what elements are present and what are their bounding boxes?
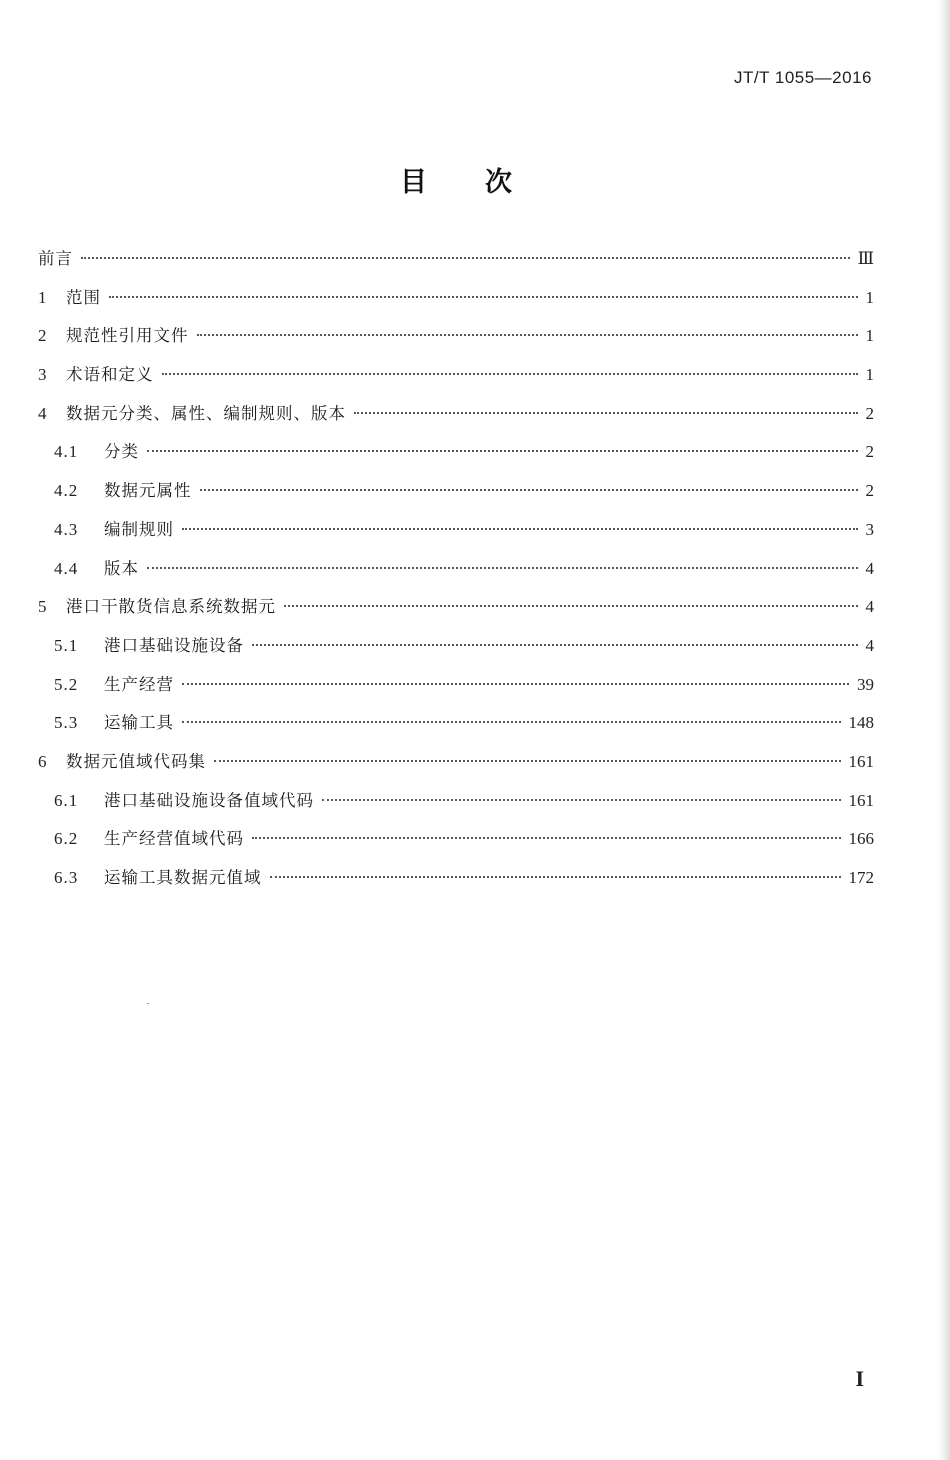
toc-page-number: 148 [848, 713, 874, 733]
scan-speck [147, 1003, 149, 1004]
toc-label: 运输工具 [104, 713, 174, 733]
toc-number: 6.3 [54, 868, 79, 887]
dot-leader [162, 373, 858, 375]
dot-leader [182, 528, 858, 530]
table-of-contents [38, 240, 874, 898]
dot-leader [252, 837, 841, 839]
dot-leader [147, 567, 858, 569]
toc-number: 6.1 [54, 790, 79, 810]
toc-entry-5-2[interactable] [38, 666, 874, 705]
toc-page-number: 172 [848, 868, 874, 887]
toc-entry-4-3[interactable] [38, 511, 874, 550]
toc-entry-6-1[interactable] [38, 782, 874, 821]
toc-number: 5.3 [54, 713, 79, 733]
standard-number: JT/T 1055—2016 [733, 68, 872, 87]
dot-leader [284, 605, 858, 607]
dot-leader [252, 644, 858, 646]
toc-page-number: 2 [865, 442, 874, 462]
toc-number: 6.2 [54, 829, 79, 849]
page-edge-shadow [938, 0, 950, 1460]
toc-number: 3 [38, 365, 47, 385]
toc-label: 运输工具数据元值域 [104, 868, 262, 887]
toc-label: 数据元值域代码集 [66, 751, 206, 771]
toc-page-number: 2 [865, 481, 874, 501]
toc-label: 范围 [66, 287, 101, 307]
toc-page-number: 161 [848, 790, 874, 810]
toc-page-number: 4 [865, 597, 874, 617]
toc-page-number: 39 [857, 674, 874, 694]
toc-number: 5.1 [54, 635, 79, 655]
toc-entry-6[interactable] [38, 743, 874, 782]
page-folio: I [855, 1366, 864, 1391]
dot-leader [182, 721, 841, 723]
toc-label: 生产经营 [104, 674, 174, 694]
dot-leader [182, 683, 849, 685]
toc-page-number: 4 [865, 558, 874, 578]
toc-number: 5 [38, 597, 47, 617]
toc-label: 编制规则 [104, 519, 174, 539]
toc-number: 4 [38, 403, 47, 423]
toc-page-number: 3 [865, 519, 874, 539]
dot-leader [81, 257, 850, 259]
toc-label: 生产经营值域代码 [104, 829, 244, 849]
toc-entry-4-2[interactable] [38, 472, 874, 511]
dot-leader [197, 334, 858, 336]
toc-label: 前言 [38, 249, 73, 268]
toc-page-number: 1 [865, 326, 874, 346]
toc-entry-6-3[interactable] [38, 859, 874, 898]
toc-entry-foreword[interactable] [38, 240, 874, 279]
toc-label: 规范性引用文件 [66, 326, 189, 346]
dot-leader [354, 412, 858, 414]
dot-leader [200, 489, 858, 491]
toc-label: 港口基础设施设备 [104, 635, 244, 655]
toc-entry-4[interactable] [38, 395, 874, 434]
toc-entry-2[interactable] [38, 317, 874, 356]
toc-number: 1 [38, 287, 47, 307]
toc-number: 4.3 [54, 519, 79, 539]
page-title: 目次 [400, 167, 570, 198]
toc-entry-5-1[interactable] [38, 627, 874, 666]
toc-entry-5[interactable] [38, 588, 874, 627]
toc-page-number: 166 [848, 829, 874, 849]
toc-entry-3[interactable] [38, 356, 874, 395]
toc-number: 4.4 [54, 558, 79, 578]
toc-entry-4-4[interactable] [38, 550, 874, 589]
dot-leader [214, 760, 841, 762]
toc-label: 数据元属性 [104, 481, 192, 501]
dot-leader [147, 450, 858, 452]
toc-label: 分类 [104, 442, 139, 462]
toc-label: 术语和定义 [66, 365, 154, 385]
toc-page-number: 4 [865, 635, 874, 655]
toc-entry-4-1[interactable] [38, 433, 874, 472]
toc-label: 港口基础设施设备值域代码 [104, 790, 314, 810]
toc-entry-1[interactable] [38, 279, 874, 318]
toc-number: 5.2 [54, 674, 79, 694]
toc-number: 6 [38, 751, 47, 771]
toc-entry-5-3[interactable] [38, 704, 874, 743]
dot-leader [322, 799, 841, 801]
dot-leader [109, 296, 858, 298]
toc-entry-6-2[interactable] [38, 820, 874, 859]
dot-leader [270, 876, 841, 878]
toc-label: 数据元分类、属性、编制规则、版本 [66, 403, 346, 423]
toc-label: 版本 [104, 558, 139, 578]
toc-page-number: 161 [848, 751, 874, 771]
toc-page-number: 1 [865, 287, 874, 307]
toc-number: 4.1 [54, 442, 79, 462]
toc-number: 2 [38, 326, 47, 346]
toc-page-number: Ⅲ [857, 249, 874, 268]
toc-page-number: 1 [865, 365, 874, 385]
toc-number: 4.2 [54, 481, 79, 501]
toc-label: 港口干散货信息系统数据元 [66, 597, 276, 617]
toc-page-number: 2 [865, 403, 874, 423]
